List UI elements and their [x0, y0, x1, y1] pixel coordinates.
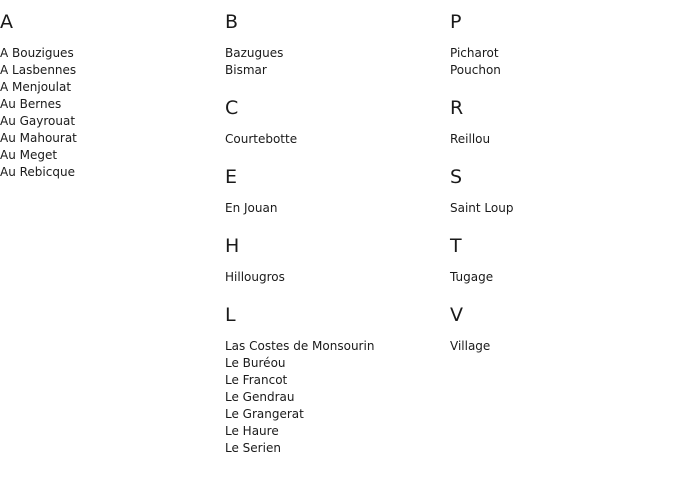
index-column	[450, 10, 670, 372]
list-item	[450, 200, 670, 217]
letter-group	[225, 234, 445, 286]
place-list	[450, 200, 670, 217]
letter-group	[450, 165, 670, 217]
place-link[interactable]: Le Buréou	[225, 356, 286, 370]
list-item	[225, 269, 445, 286]
list-item	[450, 338, 670, 355]
letter-group	[450, 303, 670, 355]
letter-group	[225, 303, 445, 457]
letter-group	[225, 10, 445, 79]
place-link[interactable]: Le Gendrau	[225, 390, 295, 404]
list-item	[225, 355, 445, 372]
place-link[interactable]: En Jouan	[225, 201, 278, 215]
list-item	[225, 338, 445, 355]
place-list	[225, 269, 445, 286]
list-item	[225, 423, 445, 440]
list-item	[225, 372, 445, 389]
list-item	[225, 131, 445, 148]
letter-heading: S	[450, 166, 463, 188]
place-link[interactable]: Le Francot	[225, 373, 288, 387]
place-list	[0, 45, 220, 181]
letter-heading: E	[225, 166, 238, 188]
index-column	[225, 10, 445, 474]
place-link[interactable]: Tugage	[450, 270, 494, 284]
place-link[interactable]: Village	[450, 339, 491, 353]
list-item	[450, 131, 670, 148]
place-list	[225, 200, 445, 217]
letter-heading: L	[225, 304, 236, 326]
place-link[interactable]: Bazugues	[225, 46, 284, 60]
letter-heading: B	[225, 11, 239, 33]
place-list	[450, 45, 670, 79]
letter-group	[450, 96, 670, 148]
place-link[interactable]: A Lasbennes	[0, 63, 77, 77]
place-link[interactable]: Saint Loup	[450, 201, 514, 215]
list-item	[0, 147, 220, 164]
place-link[interactable]: Picharot	[450, 46, 499, 60]
letter-heading: H	[225, 235, 240, 257]
place-link[interactable]: Le Serien	[225, 441, 281, 455]
place-link[interactable]: Courtebotte	[225, 132, 298, 146]
place-link[interactable]: Au Mahourat	[0, 131, 77, 145]
list-item	[225, 440, 445, 457]
place-link[interactable]: Reillou	[450, 132, 491, 146]
list-item	[0, 62, 220, 79]
place-list	[450, 131, 670, 148]
list-item	[450, 269, 670, 286]
letter-group	[0, 10, 220, 181]
place-link[interactable]: Au Rebicque	[0, 165, 75, 179]
list-item	[0, 130, 220, 147]
list-item	[225, 62, 445, 79]
place-list	[450, 269, 670, 286]
letter-heading: A	[0, 11, 13, 33]
list-item	[450, 62, 670, 79]
list-item	[0, 113, 220, 130]
place-link[interactable]: Bismar	[225, 63, 267, 77]
list-item	[0, 164, 220, 181]
letter-group	[225, 165, 445, 217]
place-link[interactable]: A Bouzigues	[0, 46, 74, 60]
place-link[interactable]: Au Meget	[0, 148, 58, 162]
place-link[interactable]: Las Costes de Monsourin	[225, 339, 375, 353]
list-item	[225, 45, 445, 62]
place-link[interactable]: Au Gayrouat	[0, 114, 76, 128]
letter-group	[450, 234, 670, 286]
letter-heading: C	[225, 97, 239, 119]
letter-heading: V	[450, 304, 463, 326]
list-item	[225, 406, 445, 423]
place-link[interactable]: Le Haure	[225, 424, 279, 438]
letter-group	[450, 10, 670, 79]
index-column	[0, 10, 220, 198]
place-list	[225, 338, 445, 457]
list-item	[225, 389, 445, 406]
place-link[interactable]: Hillougros	[225, 270, 285, 284]
letter-heading: P	[450, 11, 462, 33]
list-item	[225, 200, 445, 217]
place-link[interactable]: Au Bernes	[0, 97, 62, 111]
list-item	[0, 45, 220, 62]
place-link[interactable]: A Menjoulat	[0, 80, 72, 94]
place-list	[225, 45, 445, 79]
list-item	[450, 45, 670, 62]
place-link[interactable]: Le Grangerat	[225, 407, 304, 421]
letter-group	[225, 96, 445, 148]
letter-heading: T	[450, 235, 462, 257]
place-list	[450, 338, 670, 355]
list-item	[0, 79, 220, 96]
list-item	[0, 96, 220, 113]
place-list	[225, 131, 445, 148]
letter-heading: R	[450, 97, 464, 119]
place-link[interactable]: Pouchon	[450, 63, 501, 77]
